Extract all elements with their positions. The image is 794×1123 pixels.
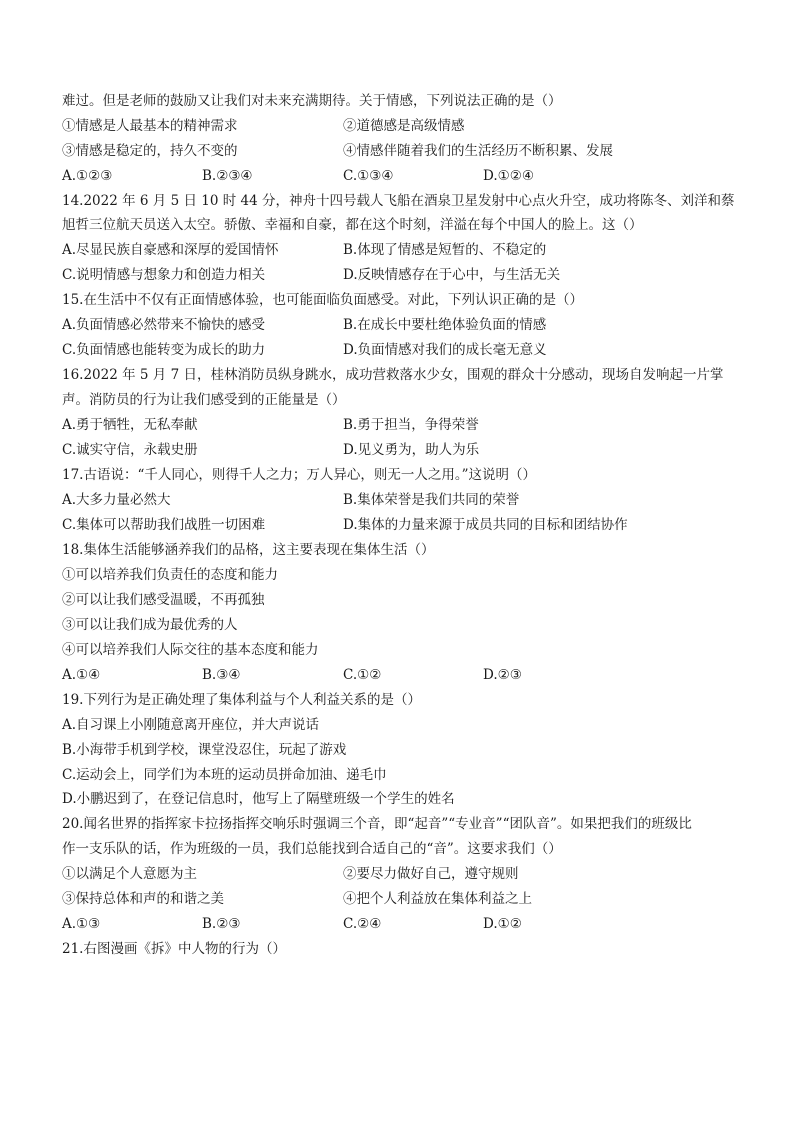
q18-option-1: ①可以培养我们负责任的态度和能力 [62,567,278,583]
q14-stem-line1: 14.2022 年 6 月 5 日 10 时 44 分，神舟十四号载人飞船在酒泉卫星发射中心点火升空，成功将陈冬、刘洋和蔡 [62,193,735,209]
q14-choice-a: A.尽显民族自豪感和深厚的爱国情怀 [62,242,279,258]
q15-choice-b: B.在成长中要杜绝体验负面的情感 [343,317,547,333]
q13-option-3: ③情感是稳定的，持久不变的 [62,143,238,159]
q17-choice-c: C.集体可以帮助我们战胜一切困难 [62,517,266,533]
q20-option-1: ①以满足个人意愿为主 [62,866,197,882]
q18-option-4: ④可以培养我们人际交往的基本态度和能力 [62,642,319,658]
q13-choice-a: A.①②③ [62,168,113,184]
q15-stem: 15.在生活中不仅有正面情感体验，也可能面临负面感受。对此，下列认识正确的是（） [62,292,583,308]
q20-stem-line1: 20.闻名世界的指挥家卡拉扬指挥交响乐时强调三个音，即“起音”“专业音”“团队音”。如果把我们的班级比 [62,816,692,832]
q20-option-4: ④把个人利益放在集体利益之上 [343,891,532,907]
q20-choice-d: D.①② [483,916,522,932]
q18-choice-d: D.②③ [483,667,522,683]
q18-choice-b: B.③④ [202,667,241,683]
q14-choice-b: B.体现了情感是短暂的、不稳定的 [343,242,547,258]
q13-option-2: ②道德感是高级情感 [343,118,465,134]
q15-choice-c: C.负面情感也能转变为成长的助力 [62,342,266,358]
q19-choice-b: B.小海带手机到学校，课堂没忍住，玩起了游戏 [62,742,347,758]
q15-choice-d: D.负面情感对我们的成长毫无意义 [343,342,547,358]
q18-option-2: ②可以让我们感受温暖，不再孤独 [62,592,265,608]
q18-option-3: ③可以让我们成为最优秀的人 [62,617,238,633]
q13-option-1: ①情感是人最基本的精神需求 [62,118,238,134]
q19-choice-a: A.自习课上小刚随意离开座位，并大声说话 [62,717,320,733]
q18-choice-c: C.①② [343,667,382,683]
q16-stem-line1: 16.2022 年 5 月 7 日，桂林消防员纵身跳水，成功营救落水少女，围观的群众十分感动，现场自发响起一片掌 [62,367,724,383]
q20-option-2: ②要尽力做好自己，遵守规则 [343,866,519,882]
q17-choice-a: A.大多力量必然大 [62,492,171,508]
q19-choice-d: D.小鹏迟到了，在登记信息时，他写上了隔壁班级一个学生的姓名 [62,791,455,807]
q16-choice-b: B.勇于担当，争得荣誉 [343,417,479,433]
q17-choice-b: B.集体荣誉是我们共同的荣誉 [343,492,520,508]
q14-stem-line2: 旭哲三位航天员送入太空。骄傲、幸福和自豪，都在这个时刻，洋溢在每个中国人的脸上。这（） [62,217,643,233]
q15-choice-a: A.负面情感必然带来不愉快的感受 [62,317,266,333]
q16-choice-c: C.诚实守信，永载史册 [62,442,198,458]
q13-choice-c: C.①③④ [343,168,394,184]
q16-choice-a: A.勇于牺牲，无私奉献 [62,417,198,433]
q16-choice-d: D.见义勇为，助人为乐 [343,442,480,458]
q20-stem-line2: 作一支乐队的话，作为班级的一员，我们总能找到合适自己的“音”。这要求我们（） [62,841,562,857]
q18-stem: 18.集体生活能够涵养我们的品格，这主要表现在集体生活（） [62,542,435,558]
q13-choice-b: B.②③④ [202,168,253,184]
q20-choice-c: C.②④ [343,916,382,932]
q14-choice-d: D.反映情感存在于心中，与生活无关 [343,267,561,283]
q20-choice-b: B.②③ [202,916,241,932]
q19-choice-c: C.运动会上，同学们为本班的运动员拼命加油、递毛巾 [62,767,387,783]
q17-stem: 17.古语说：“千人同心，则得千人之力；万人异心，则无一人之用。”这说明（） [62,467,537,483]
q18-choice-a: A.①④ [62,667,101,683]
q17-choice-d: D.集体的力量来源于成员共同的目标和团结协作 [343,517,628,533]
q20-option-3: ③保持总体和声的和谐之美 [62,891,224,907]
q13-option-4: ④情感伴随着我们的生活经历不断积累、发展 [343,143,613,159]
q20-choice-a: A.①③ [62,916,101,932]
q13-stem: 难过。但是老师的鼓励又让我们对未来充满期待。关于情感，下列说法正确的是（） [62,93,562,109]
q16-stem-line2: 声。消防员的行为让我们感受到的正能量是（） [62,392,346,408]
q13-choice-d: D.①②④ [483,168,534,184]
q19-stem: 19.下列行为是正确处理了集体利益与个人利益关系的是（） [62,692,421,708]
q14-choice-c: C.说明情感与想象力和创造力相关 [62,267,266,283]
q21-stem: 21.右图漫画《拆》中人物的行为（） [62,941,286,957]
